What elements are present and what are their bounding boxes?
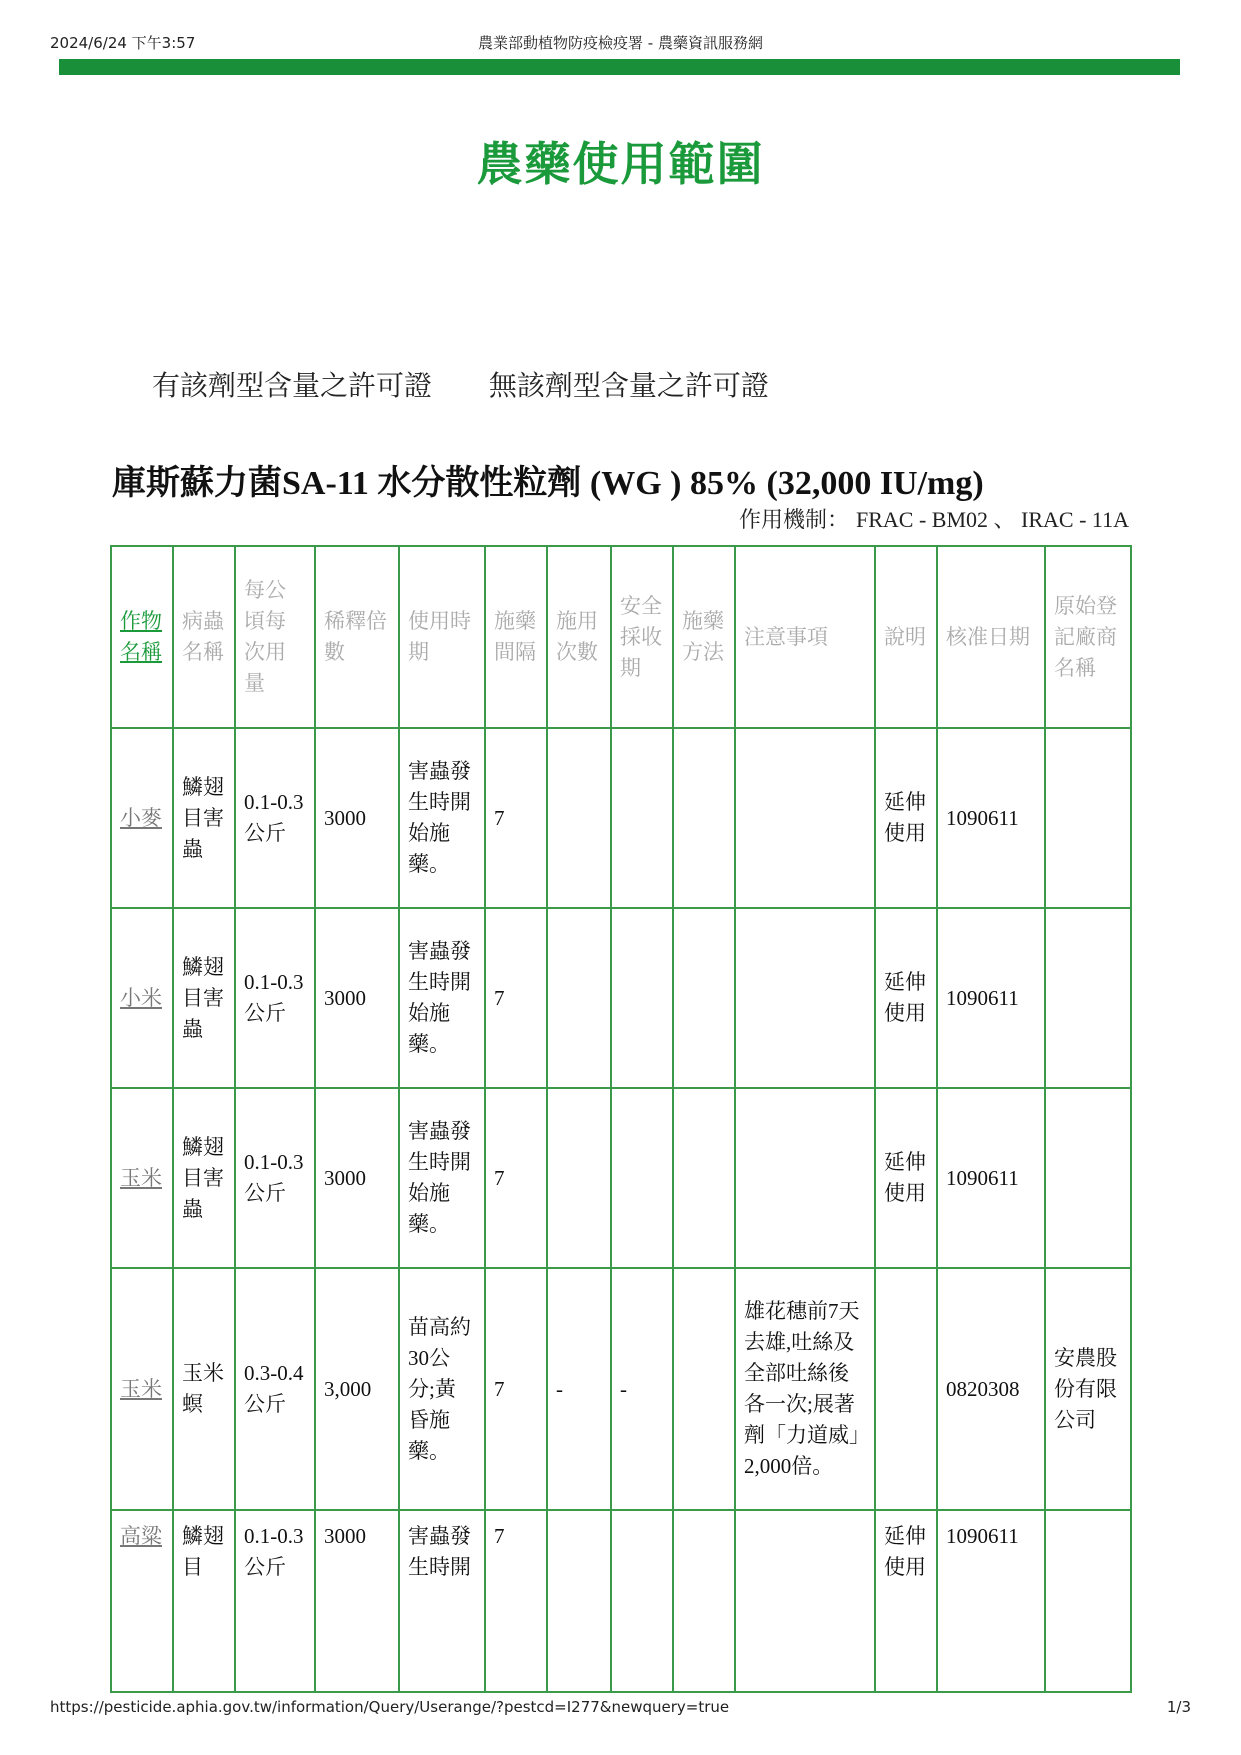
mode-of-action [739,503,1129,534]
header-remark: 說明 [875,546,937,728]
cell-company [1045,908,1131,1088]
cell-timing: 害蟲發生時開始施藥。 [399,728,485,908]
cell-phi [611,728,673,908]
cell-pest: 鱗翅目 [173,1510,235,1692]
cell-method [673,908,735,1088]
cell-remark: 延伸使用 [875,908,937,1088]
permit-tabs [152,364,817,404]
header-method: 施藥方法 [673,546,735,728]
crop-link[interactable]: 小麥 [120,805,162,830]
header-dose: 每公頃每次用量 [235,546,315,728]
cell-crop [111,1510,173,1692]
cell-notes [735,728,875,908]
cell-dose: 0.1-0.3公斤 [235,728,315,908]
cell-approval: 0820308 [937,1268,1045,1510]
table-row [111,908,1131,1088]
cell-company: 安農股份有限公司 [1045,1268,1131,1510]
cell-pest: 玉米螟 [173,1268,235,1510]
header-times: 施用次數 [547,546,611,728]
header-phi: 安全採收期 [611,546,673,728]
moa-label: 作用機制： [738,508,849,533]
cell-remark: 延伸使用 [875,1088,937,1268]
cell-notes [735,1088,875,1268]
cell-dose: 0.1-0.3公斤 [235,1510,315,1692]
table-row [111,1510,1131,1692]
header-pest: 病蟲名稱 [173,546,235,728]
cell-crop [111,908,173,1088]
crop-link[interactable]: 小米 [120,985,162,1010]
cell-interval: 7 [485,1510,547,1692]
cell-dilution: 3,000 [315,1268,399,1510]
cell-crop [111,1088,173,1268]
crop-link[interactable]: 高粱 [120,1524,162,1548]
cell-dilution: 3000 [315,908,399,1088]
cell-notes [735,1510,875,1692]
table-row [111,728,1131,908]
cell-company [1045,1510,1131,1692]
cell-crop [111,728,173,908]
tab-with-permit[interactable]: 有該劑型含量之許可證 [152,369,433,402]
cell-dose: 0.3-0.4公斤 [235,1268,315,1510]
cell-notes [735,908,875,1088]
cell-times: - [547,1268,611,1510]
table-row [111,1088,1131,1268]
cell-method [673,1088,735,1268]
cell-crop [111,1268,173,1510]
usage-table [110,545,1132,1693]
header-company: 原始登記廠商名稱 [1045,546,1131,728]
table-row [111,1268,1131,1510]
cell-interval: 7 [485,728,547,908]
print-page-number: 1/3 [1166,1698,1191,1716]
cell-phi [611,908,673,1088]
cell-timing: 害蟲發生時開 [399,1510,485,1692]
print-site-title: 農業部動植物防疫檢疫署 - 農藥資訊服務網 [478,34,763,52]
cell-remark [875,1268,937,1510]
cell-times [547,728,611,908]
cell-times [547,1510,611,1692]
header-notes: 注意事項 [735,546,875,728]
cell-method [673,728,735,908]
print-header [50,32,1191,52]
cell-approval: 1090611 [937,728,1045,908]
crop-link[interactable]: 玉米 [120,1165,162,1190]
moa-value: FRAC - BM02 、 IRAC - 11A [856,507,1129,532]
cell-pest: 鱗翅目害蟲 [173,1088,235,1268]
cell-timing: 苗高約30公分;黃昏施藥。 [399,1268,485,1510]
cell-dilution: 3000 [315,1088,399,1268]
header-timing: 使用時期 [399,546,485,728]
product-name: 庫斯蘇力菌SA-11 水分散性粒劑 (WG ) 85% (32,000 IU/mg) [112,465,984,502]
cell-interval: 7 [485,1268,547,1510]
crop-link[interactable]: 玉米 [120,1376,162,1401]
cell-method [673,1268,735,1510]
cell-interval: 7 [485,1088,547,1268]
cell-times [547,1088,611,1268]
header-approval: 核准日期 [937,546,1045,728]
table-header-row [111,546,1131,728]
header-crop[interactable]: 作物名稱 [111,546,173,728]
cell-notes: 雄花穗前7天去雄,吐絲及全部吐絲後各一次;展著劑「力道威」2,000倍。 [735,1268,875,1510]
cell-remark: 延伸使用 [875,1510,937,1692]
cell-dose: 0.1-0.3公斤 [235,1088,315,1268]
cell-dilution: 3000 [315,1510,399,1692]
cell-approval: 1090611 [937,908,1045,1088]
cell-times [547,908,611,1088]
cell-dilution: 3000 [315,728,399,908]
cell-pest: 鱗翅目害蟲 [173,728,235,908]
cell-interval: 7 [485,908,547,1088]
cell-company [1045,728,1131,908]
cell-dose: 0.1-0.3公斤 [235,908,315,1088]
cell-company [1045,1088,1131,1268]
cell-phi [611,1088,673,1268]
print-footer-url: https://pesticide.aphia.gov.tw/information/Query/Userange/?pestcd=I277&newquery=true [50,1698,730,1716]
header-green-bar [59,59,1180,75]
cell-pest: 鱗翅目害蟲 [173,908,235,1088]
tab-without-permit[interactable]: 無該劑型含量之許可證 [488,369,769,402]
cell-remark: 延伸使用 [875,728,937,908]
header-dilution: 稀釋倍數 [315,546,399,728]
header-interval: 施藥間隔 [485,546,547,728]
cell-phi [611,1510,673,1692]
cell-method [673,1510,735,1692]
cell-timing: 害蟲發生時開始施藥。 [399,908,485,1088]
cell-phi: - [611,1268,673,1510]
cell-timing: 害蟲發生時開始施藥。 [399,1088,485,1268]
cell-approval: 1090611 [937,1510,1045,1692]
print-datetime: 2024/6/24 下午3:57 [50,34,196,52]
cell-approval: 1090611 [937,1088,1045,1268]
page-title: 農藥使用範圍 [476,137,765,191]
